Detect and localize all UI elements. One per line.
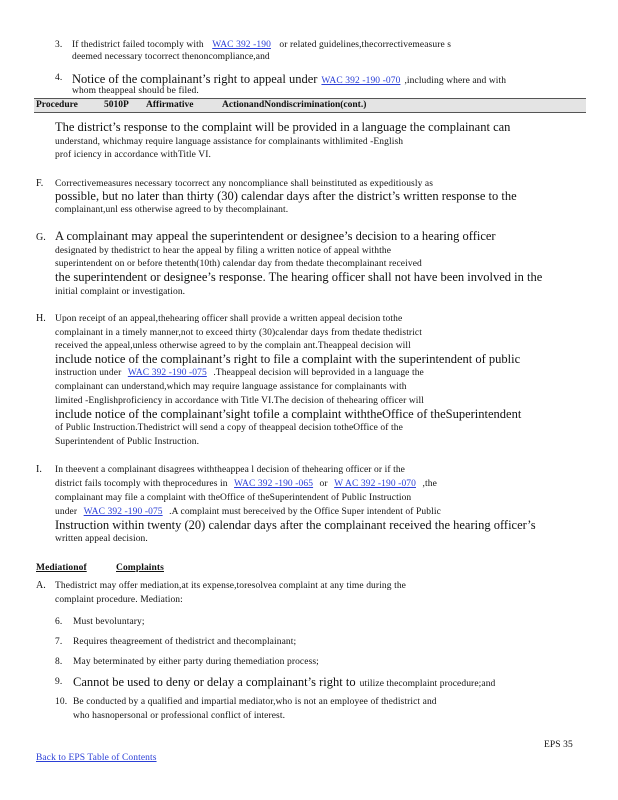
para-h-line-5-a: instruction under bbox=[55, 368, 122, 378]
para-i-marker: I. bbox=[36, 464, 42, 475]
para-i-line-2-b: or bbox=[319, 479, 328, 489]
para-i-line-2 bbox=[55, 478, 437, 490]
item-3-text-a: If thedistrict failed tocomply with bbox=[72, 40, 204, 50]
affirmative-label: Affirmative bbox=[146, 100, 194, 110]
mediation-item-10-number: 10. bbox=[55, 697, 68, 707]
para-g-line-5: initial complaint or investigation. bbox=[55, 287, 186, 297]
para-i-line-5: Instruction within twenty (20) calendar days after the complainant received the hearing officer’s bbox=[55, 518, 536, 532]
page-number: EPS 35 bbox=[544, 740, 573, 750]
para-i-line-2-c: ,the bbox=[422, 479, 437, 489]
item-3-line-1 bbox=[72, 39, 584, 51]
item-3-line-2: deemed necessary tocorrect thenoncompliance,and bbox=[72, 52, 270, 62]
mediation-item-9-number: 9. bbox=[55, 677, 63, 687]
item-4-number: 4. bbox=[55, 73, 63, 83]
wac-392-190-075-link[interactable]: WAC 392 -190 -075 bbox=[127, 368, 207, 378]
procedure-title: ActionandNondiscrimination(cont.) bbox=[222, 100, 367, 110]
para-g-marker: G. bbox=[36, 232, 46, 243]
para-i-line-6: written appeal decision. bbox=[55, 534, 148, 544]
para-h-marker: H. bbox=[36, 313, 46, 324]
para-f-marker: F. bbox=[36, 178, 44, 189]
mediation-item-9-text-a: Cannot be used to deny or delay a complainant’s right to bbox=[73, 675, 356, 689]
procedure-header-bar bbox=[34, 98, 586, 113]
mediation-item-6-number: 6. bbox=[55, 617, 63, 627]
para-i-line-4-a: under bbox=[55, 507, 78, 517]
item-4-text-a: Notice of the complainant’s right to appeal under bbox=[72, 72, 318, 86]
para-h-line-7: limited -Englishproficiency in accordance with Title VI.The decision of thehearing officer will bbox=[55, 396, 424, 406]
item-3-text-b: or related guidelines,thecorrectivemeasure s bbox=[279, 40, 452, 50]
back-to-toc-link[interactable]: Back to EPS Table of Contents bbox=[36, 753, 157, 763]
item-3-number: 3. bbox=[55, 40, 63, 50]
para-i-line-1: In theevent a complainant disagrees withtheappea l decision of thehearing officer or if the bbox=[55, 465, 405, 475]
para-h-line-8: include notice of the complainant’sight tofile a complaint withtheOffice of theSuperintendent bbox=[55, 407, 522, 421]
mediation-heading-b: Complaints bbox=[116, 563, 164, 573]
mediation-a-line-2: complaint procedure. Mediation: bbox=[55, 595, 183, 605]
para-g-line-3: superintendent on or before thetenth(10th) calendar day from thedate thecomplainant received bbox=[55, 259, 422, 269]
mediation-item-8-text: May beterminated by either party during themediation process; bbox=[73, 657, 319, 667]
mediation-heading-a: Mediationof bbox=[36, 563, 87, 573]
cont-line-1: The district’s response to the complaint will be provided in a language the complainant can bbox=[55, 120, 511, 134]
wac-392-190-065-link[interactable]: WAC 392 -190 -065 bbox=[234, 479, 314, 489]
para-h-line-2: complainant in a timely manner,not to exceed thirty (30)calendar days from thedate thedistrict bbox=[55, 328, 422, 338]
mediation-a-line-1: Thedistrict may offer mediation,at its expense,toresolvea complaint at any time during the bbox=[55, 581, 406, 591]
para-h-line-6: complainant can understand,which may require language assistance for complainants with bbox=[55, 382, 407, 392]
wac-392-190-070-link[interactable]: W AC 392 -190 -070 bbox=[334, 479, 417, 489]
mediation-item-9-text bbox=[73, 673, 495, 691]
item-4-line-2: whom theappeal should be filed. bbox=[72, 86, 199, 96]
cont-line-3: prof iciency in accordance withTitle VI. bbox=[55, 150, 211, 160]
para-f-line-2: possible, but no later than thirty (30) calendar days after the district’s written response to the bbox=[55, 189, 517, 203]
para-f-line-1: Correctivemeasures necessary tocorrect any noncompliance shall beinstituted as expeditiously as bbox=[55, 179, 434, 189]
mediation-item-10-line-1: Be conducted by a qualified and impartial mediator,who is not an employee of thedistrict and bbox=[73, 697, 437, 707]
mediation-item-9-text-b: utilize thecomplaint procedure;and bbox=[359, 679, 496, 689]
procedure-label: Procedure bbox=[36, 100, 78, 110]
para-i-line-4-b: .A complaint must bereceived by the Office Super intendent of Public bbox=[169, 507, 441, 517]
wac-392-190-075-link-2[interactable]: WAC 392 -190 -075 bbox=[83, 507, 163, 517]
para-f-line-3: complainant,unl ess otherwise agreed to by thecomplainant. bbox=[55, 205, 289, 215]
para-h-line-3: received the appeal,unless otherwise agreed to by the complain ant.Theappeal decision will bbox=[55, 341, 411, 351]
item-4-text-b: ,including where and with bbox=[404, 76, 507, 86]
wac-392-190-link[interactable]: WAC 392 -190 bbox=[212, 40, 271, 50]
mediation-item-6-text: Must bevoluntary; bbox=[73, 617, 145, 627]
mediation-item-8-number: 8. bbox=[55, 657, 63, 667]
para-h-line-4: include notice of the complainant’s right to file a complaint with the superintendent of public bbox=[55, 352, 521, 366]
para-h-line-1: Upon receipt of an appeal,thehearing officer shall provide a written appeal decision tothe bbox=[55, 314, 403, 324]
mediation-item-10-line-2: who hasnopersonal or professional conflict of interest. bbox=[73, 711, 286, 721]
para-h-line-5-b: .Theappeal decision will beprovided in a language the bbox=[213, 368, 424, 378]
mediation-item-7-text: Requires theagreement of thedistrict and thecomplainant; bbox=[73, 637, 297, 647]
wac-392-190-070-link[interactable]: WAC 392 -190 -070 bbox=[321, 76, 401, 86]
para-h-line-10: Superintendent of Public Instruction. bbox=[55, 437, 200, 447]
mediation-item-7-number: 7. bbox=[55, 637, 63, 647]
para-g-line-2: designated by thedistrict to hear the appeal by filing a written notice of appeal withthe bbox=[55, 246, 392, 256]
para-i-line-4 bbox=[55, 506, 441, 518]
para-g-line-1: A complainant may appeal the superintendent or designee’s decision to a hearing officer bbox=[55, 229, 496, 243]
cont-line-2: understand, whichmay require language assistance for complainants withlimited -English bbox=[55, 137, 404, 147]
para-i-line-3: complainant may file a complaint with theOffice of theSuperintendent of Public Instruction bbox=[55, 493, 412, 503]
procedure-code: 5010P bbox=[104, 100, 129, 110]
para-g-line-4: the superintendent or designee’s response. The hearing officer shall not have been involved in the bbox=[55, 270, 543, 284]
mediation-a-marker: A. bbox=[36, 580, 46, 591]
para-h-line-5 bbox=[55, 367, 424, 379]
para-i-line-2-a: district fails tocomply with theprocedures in bbox=[55, 479, 228, 489]
para-h-line-9: of Public Instruction.Thedistrict will send a copy of theappeal decision totheOffice of the bbox=[55, 423, 403, 433]
